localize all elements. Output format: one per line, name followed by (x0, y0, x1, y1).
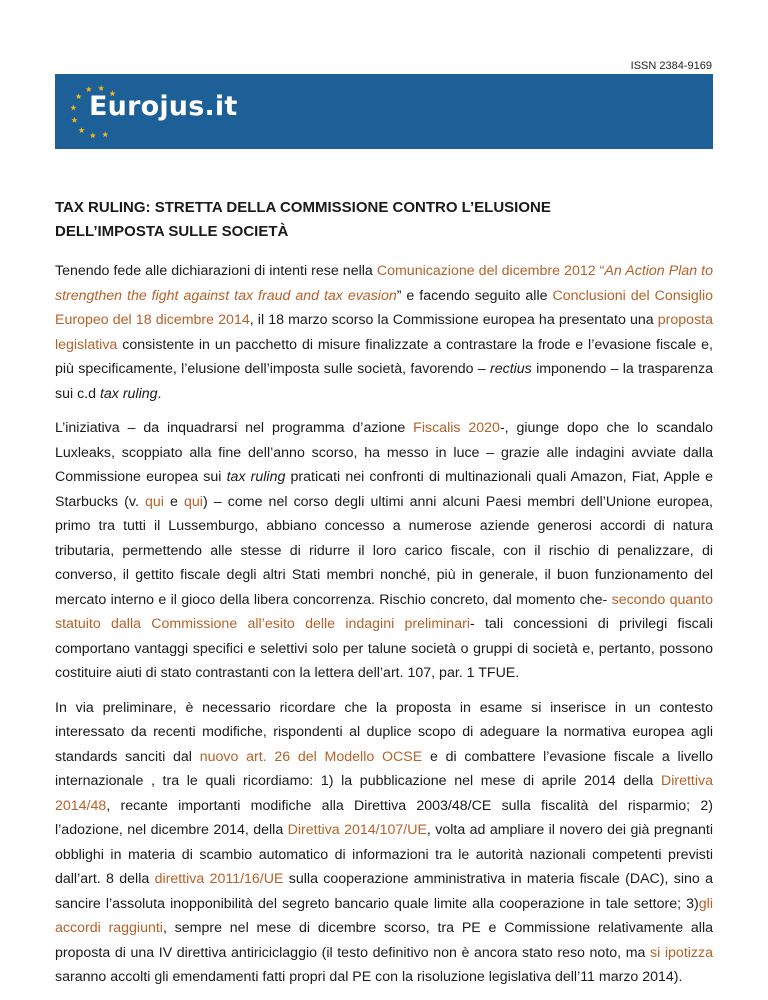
paragraph-3 (55, 696, 713, 990)
p1-text-2: ” e facendo seguito alle (396, 287, 553, 304)
article-body (55, 259, 713, 1000)
p1-italic-rectius: rectius (489, 361, 532, 377)
link-proposta-legislativa[interactable]: proposta legislativa (55, 312, 713, 353)
p2-text-4: e (163, 493, 185, 510)
link-accordi-raggiunti[interactable]: gli accordi raggiunti (55, 895, 713, 936)
p1-text-5: imponendo – la trasparenza sui c.d (55, 361, 714, 402)
eu-star-icon (90, 132, 96, 138)
p3-text-1: In via preliminare, è necessario ricordare che la proposta in esame si inserisce in un contesto interessato da recenti modifiche, rispondenti al duplice scopo di adeguare la normativa europea agli standards sanciti dal (55, 699, 713, 765)
link-si-ipotizza[interactable]: si ipotizza (650, 944, 713, 961)
p1-text-1: Tenendo fede alle dichiarazioni di intenti rese nella (55, 263, 377, 279)
title-line-2: DELL’IMPOSTA SULLE SOCIETÀ (55, 223, 289, 240)
link-direttiva-2014-48[interactable]: Direttiva 2014/48 (55, 773, 713, 814)
eu-star-icon (70, 105, 76, 111)
eu-star-icon (79, 127, 85, 133)
link-direttiva-2014-107[interactable]: Direttiva 2014/107/UE (287, 822, 427, 838)
eu-star-icon (71, 117, 77, 123)
link-action-plan-title[interactable]: An Action Plan to strengthen the fight against tax fraud and tax evasion (55, 263, 714, 304)
p1-text-4: consistente in un pacchetto di misure finalizzate a contrastare la frode e l’evasione fiscale e, più specificamente, l’elusione dell’imposta sulle società, favorendo – (55, 336, 713, 377)
p2-text-3: praticati nei confronti di multinazionali quali Amazon, Fiat, Apple e Starbucks (v. (55, 469, 713, 510)
p3-text-2: e di combattere l’evasione fiscale a livello internazionale , tra le quali ricordiamo: 1) la pubblicazione nel mese di aprile 2014 della (55, 748, 714, 789)
link-indagini-preliminari[interactable]: secondo quanto statuito dalla Commissione all’esito delle indagini preliminari (55, 591, 713, 632)
issn-label: ISSN 2384-9169 (630, 60, 712, 72)
link-direttiva-2011-16[interactable]: direttiva 2011/16/UE (154, 871, 284, 887)
p2-text-2: -, giunge dopo che lo scandalo Luxleaks, scoppiato alla fine dell’anno scorso, ha messo in luce – grazie alle indagini avviate dalla Commissione europea sui (55, 420, 713, 485)
link-qui-1[interactable]: qui (144, 493, 164, 510)
p2-text-5: ) – come nel corso degli ultimi anni alcuni Paesi membri dell’Unione europea, primo tra tutti il Lussemburgo, abbiano concesso a numerose aziende generosi accordi di natura tributaria, permettendo alle stesse di ridurre il loro carico fiscale, con il rischio di penalizzare, di converso, il gettito fiscale degli altri Stati membri nonché, più in generale, il buon funzionamento del mercato interno e il gioco della libera concorrenza. Rischio concreto, dal momento che- (55, 493, 714, 608)
p1-italic-tax-ruling: tax ruling (99, 385, 158, 402)
site-logo[interactable] (63, 82, 238, 142)
paragraph-2 (55, 416, 713, 686)
p3-text-5: sulla cooperazione amministrativa in materia fiscale (DAC), sino a sancire l’assoluta inopponibilità del segreto bancario quale limite alla cooperazione in tale settore; 3) (55, 871, 714, 912)
paragraph-1 (55, 259, 713, 406)
eu-star-icon (102, 131, 108, 137)
p2-text-6: - tali concessioni di privilegi fiscali comportano vantaggi specifici e selettivi solo per talune società o gruppi di società e, pertanto, possono costituire aiuti di stato contrastanti con la lettera dell’art. 107, par. 1 TFUE. (55, 616, 713, 681)
title-line-1: TAX RULING: STRETTA DELLA COMMISSIONE CONTRO L’ELUSIONE (55, 199, 551, 216)
logo-text: Eurojus.it (89, 91, 238, 122)
p1-text-6: . (157, 385, 162, 402)
eu-star-icon (76, 93, 82, 99)
p2-text-1: L’iniziativa – da inquadrarsi nel programma d’azione (55, 420, 414, 436)
p3-text-7: saranno accolti gli emendamenti fatti propri dal PE con la risoluzione legislativa dell’11 marzo 2014). (55, 969, 683, 985)
p3-text-6: , sempre nel mese di dicembre scorso, tra PE e Commissione relativamente alla proposta di una IV direttiva antiriciclaggio (il testo definitivo non è ancora stato reso noto, ma (55, 920, 713, 961)
p1-text-3: , il 18 marzo scorso la Commissione europea ha presentato una (249, 312, 658, 328)
header-banner (55, 74, 713, 149)
link-fiscalis-2020[interactable]: Fiscalis 2020 (413, 420, 500, 436)
link-conclusioni-consiglio[interactable]: Conclusioni del Consiglio Europeo del 18 dicembre 2014 (55, 287, 713, 328)
p3-text-3: , recante importanti modifiche alla Direttiva 2003/48/CE sulla fiscalità del risparmio; 2) l’adozione, nel dicembre 2014, della (55, 797, 713, 838)
link-art-26-ocse[interactable]: nuovo art. 26 del Modello OCSE (199, 748, 423, 765)
article-title (55, 196, 695, 244)
link-qui-2[interactable]: qui (184, 493, 203, 510)
link-comunicazione-text[interactable]: Comunicazione del dicembre 2012 “ (376, 263, 605, 279)
p3-text-4: , volta ad ampliare il novero dei già pregnanti obblighi in materia di scambio automatico di informazioni tra le autorità nazionali competenti previsti dall’art. 8 della (55, 822, 713, 887)
p2-italic-tax-ruling: tax ruling (226, 469, 286, 485)
